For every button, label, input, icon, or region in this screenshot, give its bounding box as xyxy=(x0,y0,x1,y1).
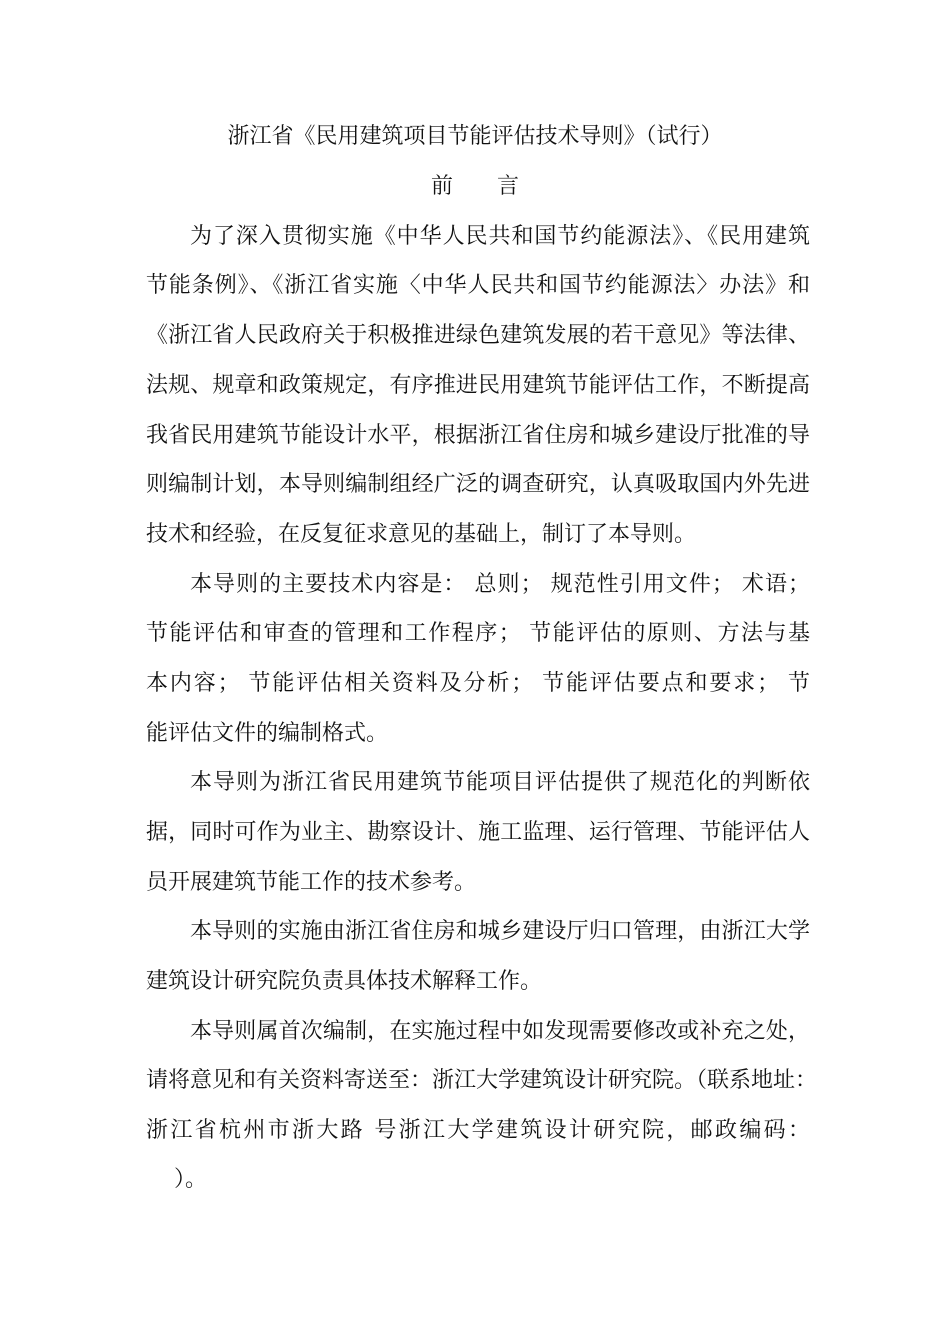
paragraph-2-line-4: 能评估文件的编制格式。 xyxy=(146,721,389,746)
paragraph-5-line-1: 本导则属首次编制，在实施过程中如发现需要修改或补充之处， xyxy=(190,1019,810,1044)
paragraph-2-line-2: 节能评估和审查的管理和工作程序； 节能评估的原则、方法与基 xyxy=(146,621,810,646)
paragraph-1-line-3: 《浙江省人民政府关于积极推进绿色建筑发展的若干意见》等法律、 xyxy=(146,323,810,348)
paragraph-1-line-6: 则编制计划，本导则编制组经广泛的调查研究，认真吸取国内外先进 xyxy=(146,472,810,497)
paragraph-2-line-3: 本内容； 节能评估相关资料及分析； 节能评估要点和要求； 节 xyxy=(146,671,810,696)
paragraph-2-line-1: 本导则的主要技术内容是： 总则； 规范性引用文件； 术语； xyxy=(190,572,810,597)
paragraph-3-line-2: 据，同时可作为业主、勘察设计、施工监理、运行管理、节能评估人 xyxy=(146,820,810,845)
paragraph-1-line-1: 为了深入贯彻实施《中华人民共和国节约能源法》、《民用建筑 xyxy=(190,224,810,249)
paragraph-1-line-2: 节能条例》、《浙江省实施〈中华人民共和国节约能源法〉办法》和 xyxy=(146,273,810,298)
paragraph-1-line-5: 我省民用建筑节能设计水平，根据浙江省住房和城乡建设厅批准的导 xyxy=(146,423,810,448)
paragraph-4-line-2: 建筑设计研究院负责具体技术解释工作。 xyxy=(146,969,543,994)
paragraph-5-line-2: 请将意见和有关资料寄送至：浙江大学建筑设计研究院。（联系地址： xyxy=(146,1068,818,1093)
document-title: 浙江省《民用建筑项目节能评估技术导则》（试行） xyxy=(227,124,723,149)
paragraph-1-line-7: 技术和经验，在反复征求意见的基础上，制订了本导则。 xyxy=(146,522,697,547)
paragraph-3-line-3: 员开展建筑节能工作的技术参考。 xyxy=(146,870,477,895)
paragraph-5-line-3: 浙江省杭州市浙大路 号浙江大学建筑设计研究院，邮政编码： xyxy=(146,1118,810,1143)
paragraph-1-line-4: 法规、规章和政策规定，有序推进民用建筑节能评估工作，不断提高 xyxy=(146,373,810,398)
section-heading: 前言 xyxy=(430,174,563,199)
paragraph-4-line-1: 本导则的实施由浙江省住房和城乡建设厅归口管理，由浙江大学 xyxy=(190,919,810,944)
paragraph-3-line-1: 本导则为浙江省民用建筑节能项目评估提供了规范化的判断依 xyxy=(190,770,810,795)
paragraph-5-line-4: ）。 xyxy=(146,1167,207,1192)
